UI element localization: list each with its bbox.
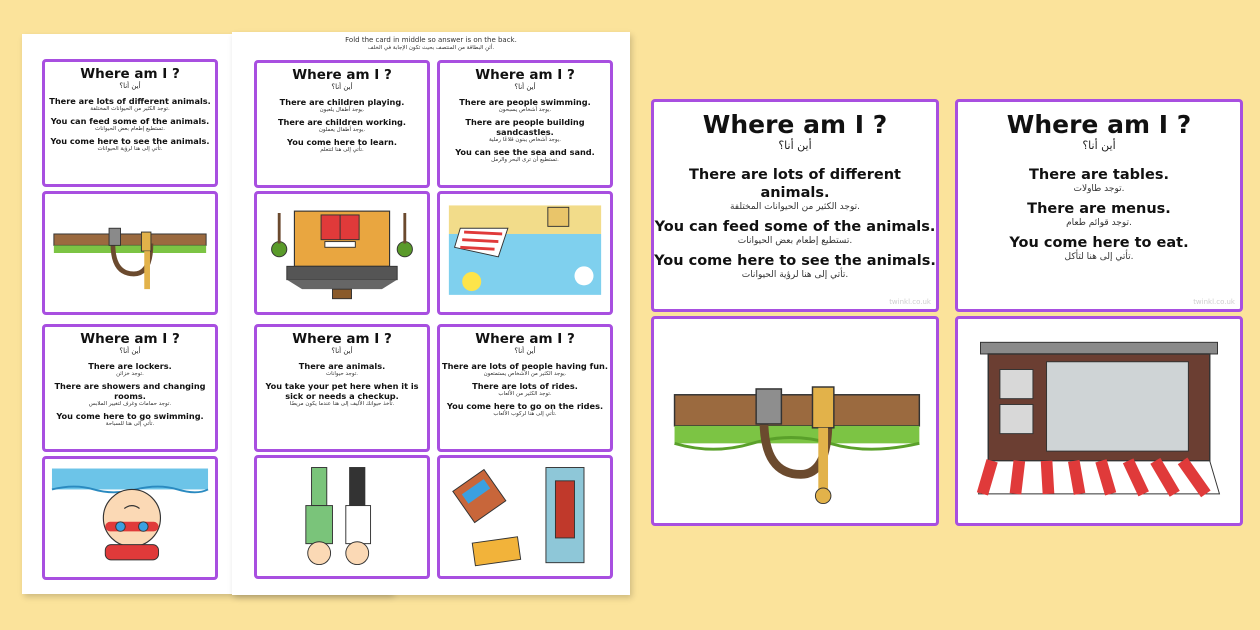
clue-line-3-arabic: تستطيع أن ترى البحر والرمل. (491, 157, 559, 163)
card-title-arabic: أين أنا؟ (1082, 139, 1116, 152)
clue-line-1-arabic: توجد الكثير من الحيوانات المختلفة. (90, 106, 170, 112)
answer-card-fair-image (437, 455, 613, 579)
question-card-pool (42, 324, 218, 452)
clue-line-1: There are tables. (1029, 167, 1169, 183)
answer-card-beach-image (437, 191, 613, 315)
card-title-arabic: أين أنا؟ (514, 83, 536, 91)
card-title: Where am I ? (475, 331, 575, 347)
clue-line-1: There are lots of different animals. (49, 96, 211, 106)
clue-line-3: You come here to learn. (287, 137, 397, 147)
fair-illustration (440, 458, 610, 576)
question-card-zoo (42, 59, 218, 187)
answer-card-vet-image (254, 455, 430, 579)
clue-line-2-arabic: توجد حمامات وغرف لتغيير الملابس. (88, 401, 172, 407)
clue-line-2-arabic: توجد الكثير من الألعاب. (498, 391, 552, 397)
card-title: Where am I ? (475, 67, 575, 83)
answer-card-school-image (254, 191, 430, 315)
clue-line-1-arabic: يوجد أشخاص يسبحون. (498, 107, 552, 113)
swimmer-illustration (45, 459, 215, 577)
clue-line-3: You come here to go swimming. (56, 411, 204, 421)
clue-line-1: There are lots of people having fun. (442, 361, 608, 371)
clue-line-3: You can see the sea and sand. (455, 147, 595, 157)
brand-watermark: twinkl.co.uk (1193, 298, 1235, 306)
clue-line-2: There are showers and changing rooms. (54, 381, 206, 401)
clue-line-3-arabic: تأتي إلى هنا لركوب الألعاب. (493, 411, 557, 417)
clue-line-1: There are lots of different animals. (689, 167, 901, 201)
card-title: Where am I ? (1006, 110, 1192, 139)
clue-line-2: You take your pet here when it is sick or needs a checkup. (265, 381, 419, 401)
answer-card-pool-image (42, 456, 218, 580)
card-title-arabic: أين أنا؟ (331, 83, 353, 91)
clue-line-3: You come here to eat. (1009, 235, 1189, 251)
clue-line-1-arabic: توجد الكثير من الحيوانات المختلفة. (729, 202, 860, 212)
card-title: Where am I ? (292, 67, 392, 83)
card-title-arabic: أين أنا؟ (514, 347, 536, 355)
vet-illustration (257, 458, 427, 576)
card-title-arabic: أين أنا؟ (119, 82, 141, 90)
clue-line-2-arabic: يوجد أشخاص يبنون قلاعًا رملية. (488, 137, 562, 143)
clue-line-2: There are people building sandcastles. (465, 117, 585, 137)
clue-line-1: There are animals. (298, 361, 386, 371)
school-illustration (257, 194, 427, 312)
clue-line-3-arabic: تأتي إلى هنا لتتعلم. (320, 147, 364, 153)
clue-line-2-arabic: تأخذ حيوانك الأليف إلى هنا عندما يكون مريضًا. (289, 401, 395, 407)
beach-illustration (440, 194, 610, 312)
clue-line-1-arabic: يوجد الكثير من الأشخاص يستمتعون. (483, 371, 567, 377)
large-question-card-cafe (955, 99, 1243, 312)
clue-line-3-arabic: تأتي إلى هنا للسباحة. (105, 421, 155, 427)
brand-watermark: twinkl.co.uk (889, 298, 931, 306)
question-card-school (254, 60, 430, 188)
card-title: Where am I ? (80, 331, 180, 347)
clue-line-1: There are lockers. (88, 361, 172, 371)
card-title-arabic: أين أنا؟ (119, 347, 141, 355)
sheet-instruction-english: Fold the card in middle so answer is on the back. (345, 36, 517, 44)
card-title: Where am I ? (702, 110, 888, 139)
zoo-illustration (45, 194, 215, 312)
clue-line-1: There are people swimming. (459, 97, 591, 107)
card-title-arabic: أين أنا؟ (331, 347, 353, 355)
question-card-vet (254, 324, 430, 452)
clue-line-1: There are children playing. (279, 97, 405, 107)
clue-line-3-arabic: تأتي إلى هنا لرؤية الحيوانات. (741, 270, 849, 280)
large-answer-card-cafe-image (955, 316, 1243, 526)
card-title-arabic: أين أنا؟ (778, 139, 812, 152)
clue-line-3: You come here to see the animals. (50, 136, 210, 146)
question-card-fair (437, 324, 613, 452)
cafe-illustration-large (958, 319, 1240, 523)
clue-line-3: You come here to see the animals. (654, 253, 936, 269)
clue-line-3-arabic: تأتي إلى هنا لرؤية الحيوانات. (97, 146, 163, 152)
clue-line-2: You can feed some of the animals. (50, 116, 210, 126)
clue-line-2-arabic: توجد قوائم طعام. (1066, 218, 1132, 228)
clue-line-3-arabic: تأتي إلى هنا لتأكل. (1064, 252, 1134, 262)
sheet-instruction (232, 36, 630, 52)
clue-line-2-arabic: تستطيع إطعام بعض الحيوانات. (95, 126, 165, 132)
clue-line-2-arabic: تستطيع إطعام بعض الحيوانات. (737, 236, 853, 246)
large-answer-card-zoo-image (651, 316, 939, 526)
clue-line-2: There are lots of rides. (472, 381, 578, 391)
answer-card-zoo-image (42, 191, 218, 315)
clue-line-2: There are menus. (1027, 201, 1171, 217)
card-title: Where am I ? (80, 66, 180, 82)
clue-line-2: You can feed some of the animals. (654, 219, 936, 235)
clue-line-1-arabic: يوجد أطفال يلعبون. (319, 107, 365, 113)
question-card-beach (437, 60, 613, 188)
clue-line-1-arabic: توجد طاولات. (1073, 184, 1125, 194)
worksheet-front-page (232, 32, 630, 595)
clue-line-2-arabic: يوجد أطفال يعملون. (318, 127, 366, 133)
clue-line-2: There are children working. (277, 117, 407, 127)
zoo-illustration-large (654, 319, 936, 523)
clue-line-1-arabic: توجد خزائن. (116, 371, 144, 377)
clue-line-3: You come here to go on the rides. (446, 401, 604, 411)
sheet-instruction-arabic: أثنِ البطاقة من المنتصف بحيث تكون الإجابة في الخلف. (367, 45, 495, 51)
card-title: Where am I ? (292, 331, 392, 347)
clue-line-1-arabic: توجد حيوانات. (326, 371, 358, 377)
large-question-card-zoo (651, 99, 939, 312)
